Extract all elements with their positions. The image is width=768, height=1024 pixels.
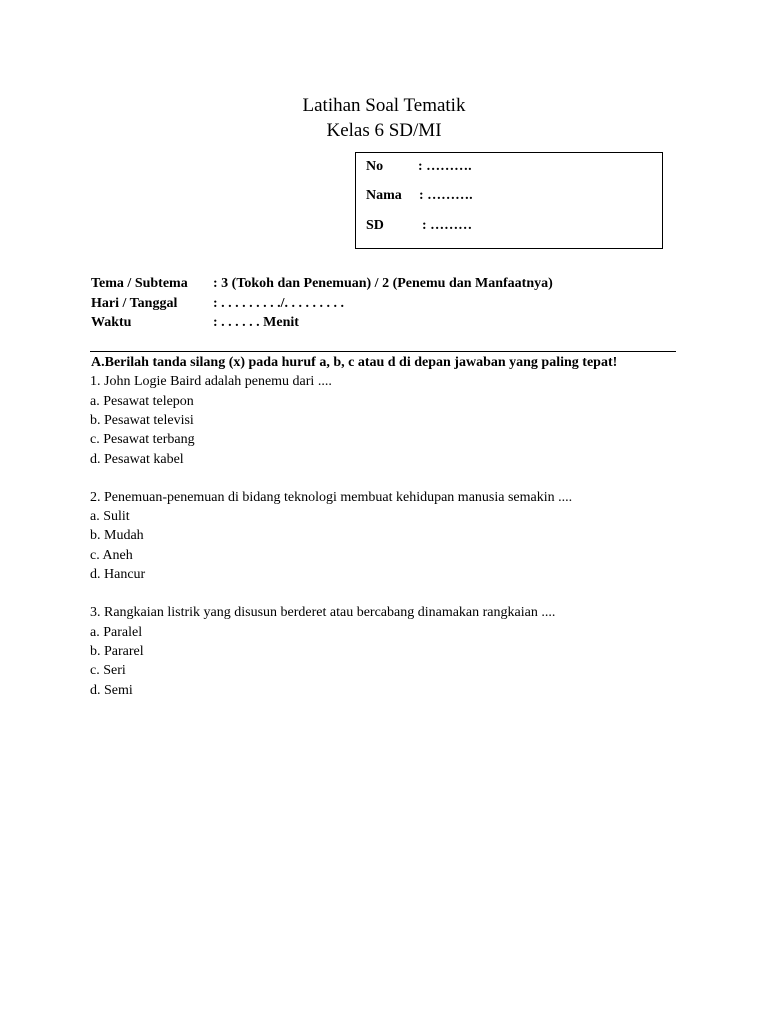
section-divider	[90, 351, 676, 352]
hari-value: : . . . . . . . . ./. . . . . . . . .	[213, 296, 345, 311]
question-1-option-c: c. Pesawat terbang	[90, 432, 195, 447]
question-1-option-b: b. Pesawat televisi	[90, 413, 194, 428]
page-title: Latihan Soal Tematik	[302, 95, 466, 116]
nama-value: : ……….	[419, 188, 473, 203]
identity-row-sd	[366, 218, 473, 234]
question-3-option-b: b. Pararel	[90, 644, 144, 659]
question-1: 1. John Logie Baird adalah penemu dari ....	[90, 374, 332, 389]
nama-label: Nama	[366, 188, 402, 203]
question-3-option-a: a. Paralel	[90, 625, 143, 640]
waktu-label: Waktu	[91, 315, 132, 330]
sd-label: SD	[366, 218, 384, 233]
question-2-option-d: d. Hancur	[90, 567, 146, 582]
question-1-option-a: a. Pesawat telepon	[90, 394, 194, 409]
question-1-option-d: d. Pesawat kabel	[90, 452, 184, 467]
identity-row-nama	[366, 188, 473, 204]
question-3: 3. Rangkaian listrik yang disusun berderet atau bercabang dinamakan rangkaian ....	[90, 605, 556, 620]
no-value: : ……….	[418, 159, 472, 174]
tema-value: : 3 (Tokoh dan Penemuan) / 2 (Penemu dan Manfaatnya)	[213, 276, 553, 291]
question-2: 2. Penemuan-penemuan di bidang teknologi membuat kehidupan manusia semakin ....	[90, 490, 573, 505]
hari-label: Hari / Tanggal	[91, 296, 178, 311]
identity-row-no	[366, 159, 472, 175]
tema-label: Tema / Subtema	[91, 276, 188, 291]
question-2-option-a: a. Sulit	[90, 509, 130, 524]
sd-value: : ………	[422, 218, 473, 233]
question-3-option-d: d. Semi	[90, 683, 133, 698]
waktu-value: : . . . . . . Menit	[213, 315, 299, 330]
page-subtitle: Kelas 6 SD/MI	[326, 120, 442, 141]
no-label: No	[366, 159, 384, 174]
question-2-option-c: c. Aneh	[90, 548, 133, 563]
question-2-option-b: b. Mudah	[90, 528, 144, 543]
section-a-instruction: A.Berilah tanda silang (x) pada huruf a, b, c atau d di depan jawaban yang paling tepat!	[91, 355, 618, 370]
question-3-option-c: c. Seri	[90, 663, 126, 678]
student-identity-box	[355, 152, 663, 249]
